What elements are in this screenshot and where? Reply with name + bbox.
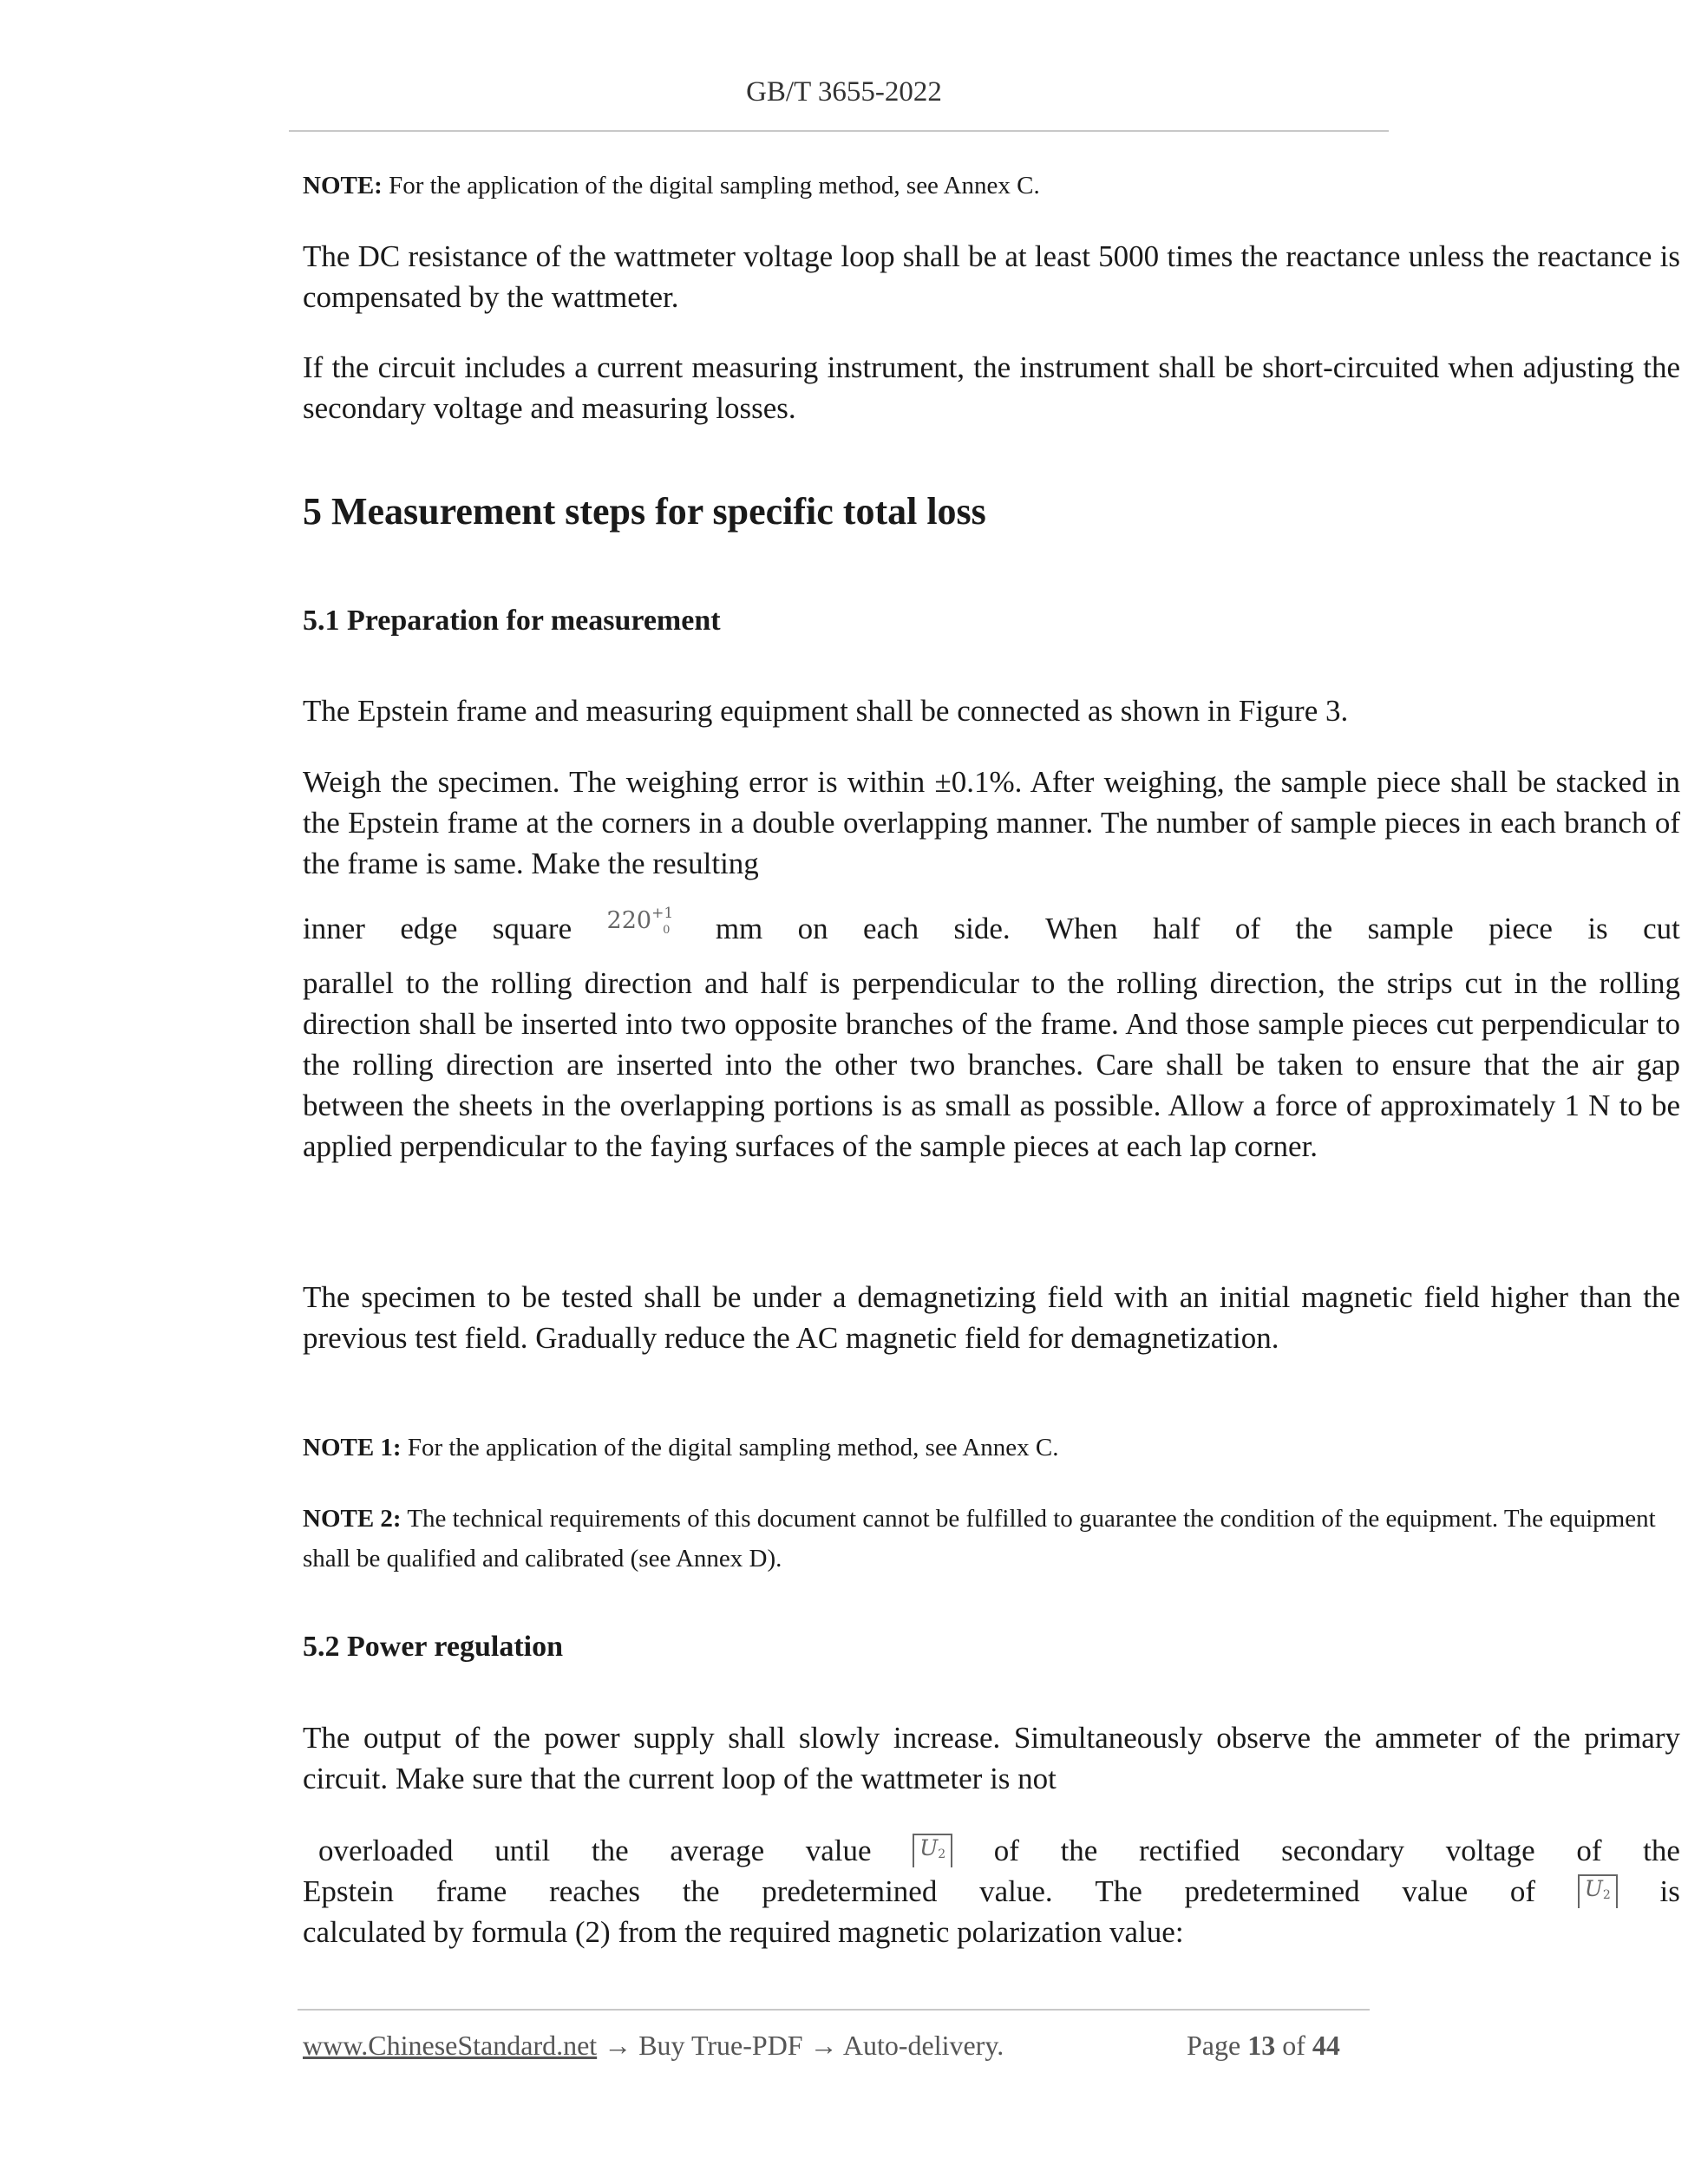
word: is <box>1659 1874 1680 1908</box>
word: the <box>1060 1834 1098 1867</box>
page-total: 44 <box>1312 2030 1340 2061</box>
subsection-heading-5-2: 5.2 Power regulation <box>303 1631 563 1663</box>
word: square <box>492 911 572 945</box>
word: is <box>1587 911 1608 945</box>
word: When <box>1045 911 1118 945</box>
paragraph-demagnetizing: The specimen to be tested shall be under a demagnetizing field with an initial magnetic field higher than the previous test field. Gradually reduce the AC magnetic field for demagnetization. <box>303 1280 1680 1355</box>
section-heading-5: 5 Measurement steps for specific total loss <box>303 490 986 533</box>
word: reaches <box>549 1874 640 1908</box>
note-label: NOTE 2: <box>303 1505 402 1533</box>
word: each <box>863 911 919 945</box>
note-text: For the application of the digital sampling method, see Annex C. <box>382 172 1040 199</box>
arrow-icon: → <box>604 2030 632 2061</box>
document-code-header: GB/T 3655-2022 <box>746 76 942 108</box>
note-1 <box>303 1428 1680 1468</box>
paragraph-rolling-direction: parallel to the rolling direction and half is perpendicular to the rolling direction, the strips cut in the rolling direction shall be inserted into two opposite branches of the frame. And those sample pieces cut perpendicular to the rolling direction are inserted into the other two branches. Care shall be taken to ensure that the air gap between the sheets in the overlapping portions is as small as possible. Allow a force of approximately 1 N to be applied perpendicular to the faying surfaces of the sample pieces at each lap corner. <box>303 966 1680 1163</box>
header-divider <box>289 130 1389 132</box>
word: edge <box>400 911 458 945</box>
paragraph-connection: The Epstein frame and measuring equipment shall be connected as shown in Figure 3. <box>303 694 1349 728</box>
word: the <box>1643 1834 1680 1867</box>
note-2 <box>303 1499 1680 1579</box>
word: of <box>1509 1874 1536 1908</box>
paragraph-current-instrument: If the circuit includes a current measuring instrument, the instrument shall be short-circuited when adjusting the secondary voltage and measuring losses. <box>303 350 1680 425</box>
paragraph-power-output: The output of the power supply shall slowly increase. Simultaneously observe the ammeter of the primary circuit. Make sure that the current loop of the wattmeter is not <box>303 1721 1680 1795</box>
note-label: NOTE: <box>303 172 383 199</box>
word: of <box>993 1834 1019 1867</box>
word: on <box>797 911 828 945</box>
word: the <box>682 1874 720 1908</box>
tolerance-220: $220^{+1}_0$ <box>606 905 674 937</box>
word: sample <box>1367 911 1454 945</box>
line-overloaded <box>318 1830 1680 1871</box>
page-number: 13 <box>1247 2030 1276 2061</box>
word: half <box>1153 911 1201 945</box>
word: value <box>805 1834 872 1867</box>
word: predetermined <box>1184 1874 1360 1908</box>
note-top <box>303 166 1680 206</box>
word: average <box>670 1834 765 1867</box>
website-link[interactable]: www.ChineseStandard.net <box>303 2030 598 2061</box>
word: of <box>1576 1834 1602 1867</box>
word: the <box>591 1834 629 1867</box>
average-voltage-symbol: $U_2$ <box>1578 1874 1618 1908</box>
word: overloaded <box>318 1834 454 1867</box>
word: of <box>1234 911 1261 945</box>
word: value <box>1402 1874 1469 1908</box>
line-calculated-by-formula: calculated by formula (2) from the required magnetic polarization value: <box>303 1915 1184 1949</box>
average-voltage-symbol: $U_2$ <box>913 1834 952 1867</box>
word: cut <box>1643 911 1680 945</box>
footer-divider <box>298 2009 1370 2011</box>
note-label: NOTE 1: <box>303 1434 402 1461</box>
footer-left <box>303 2030 1004 2062</box>
word: The <box>1095 1874 1142 1908</box>
word: secondary <box>1281 1834 1405 1867</box>
word: frame <box>435 1874 507 1908</box>
word: the <box>1295 911 1333 945</box>
buy-pdf-text[interactable]: Buy True-PDF <box>638 2030 803 2061</box>
page-indicator <box>1187 2030 1340 2062</box>
paragraph-dc-resistance: The DC resistance of the wattmeter voltage loop shall be at least 5000 times the reactance unless the reactance is compensated by the wattmeter. <box>303 239 1680 314</box>
word: predetermined <box>762 1874 938 1908</box>
paragraph-weigh-specimen: Weigh the specimen. The weighing error is within ±0.1%. After weighing, the sample piece shall be stacked in the Epstein frame at the corners in a double overlapping manner. The number of sample pieces in each branch of the frame is same. Make the resulting <box>303 765 1680 880</box>
word: inner <box>303 911 365 945</box>
line-epstein-frame <box>303 1871 1680 1912</box>
word: side. <box>953 911 1011 945</box>
word: Epstein <box>303 1874 394 1908</box>
subsection-heading-5-1: 5.1 Preparation for measurement <box>303 605 721 637</box>
word: piece <box>1488 911 1553 945</box>
note-text: For the application of the digital sampling method, see Annex C. <box>401 1434 1059 1461</box>
word: until <box>494 1834 551 1867</box>
word: value. <box>979 1874 1053 1908</box>
word: rectified <box>1138 1834 1240 1867</box>
line-inner-edge-square <box>303 906 1680 951</box>
arrow-icon: → <box>809 2030 838 2061</box>
page-label: Page <box>1187 2030 1241 2061</box>
word: mm <box>715 911 763 945</box>
auto-delivery-text: Auto-delivery. <box>842 2030 1004 2061</box>
note-text: The technical requirements of this document cannot be fulfilled to guarantee the condition of the equipment. The equipment shall be qualified and calibrated (see Annex D). <box>303 1505 1656 1573</box>
word: voltage <box>1445 1834 1535 1867</box>
of-label: of <box>1282 2030 1305 2061</box>
